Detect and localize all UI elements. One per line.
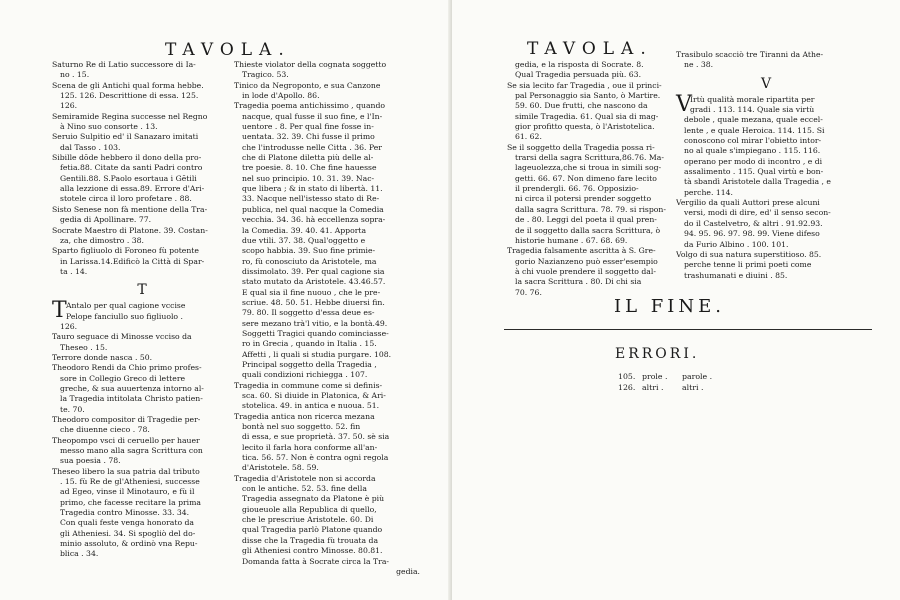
index-entry-line: publica, nel qual nacque la Comedia [242,204,384,214]
index-entry-line: Antalo per qual cagione vccise [66,301,186,311]
index-entry-line: gioueuole alla Republica di quello, [242,504,377,514]
index-entry-line: Qual Tragedia persuada più. 63. [515,70,642,80]
index-entry: Tinico da Negroponto, e sua Canzone [234,80,381,90]
index-entry-line: 70. 76. [515,287,542,297]
index-entry-line: 59. 60. Due frutti, che nascono da [515,101,648,111]
index-entry-line: che l'introdusse nelle Citta . 36. Per [242,142,382,152]
index-entry-line: ne . 38. [684,60,714,70]
index-entry: Terrore donde nasca . 50. [52,352,153,362]
index-entry-line: gorio Nazianzeno può esser'esempio [515,256,658,266]
index-entry-line: nacque, qual fusse il suo fine, e l'In- [242,111,383,121]
index-entry-line: . 15. fù Re de gl'Atheniesi, successe [60,477,200,487]
index-entry-line: no al quale s'impiegano . 115. 116. [684,146,821,156]
index-entry-line: lageuolezza,che si troua in simili sog- [515,163,662,173]
right-page [452,0,900,600]
index-block-tragedia [234,60,424,577]
index-entry-line: Soggetti Tragici quando cominciasse- [242,328,389,338]
index-entry: Theodoro compositor di Tragedie per- [52,415,201,424]
index-entry: Se sia lecito far Tragedia , oue il princi- [507,80,662,90]
index-entry-line: primo, che facesse recitare la prima [60,497,202,507]
left-page-column-2 [234,60,424,577]
index-entry-line: à chi vuole prendere il soggetto dal- [515,266,656,276]
index-entry-line: Pelope fanciullo suo figliuolo . [66,311,183,321]
right-page-column-2 [676,50,856,281]
index-entry-line: vecchia. 34. 36. hà eccellenza sopra- [242,215,386,225]
index-entry-line: quali condizioni richiegga . 107. [242,370,368,380]
index-entry-line: stotele circa il loro profetare . 88. [60,194,192,204]
index-entry-line: que libera ; & in stato di libertà. 11. [242,184,383,194]
index-entry-line: 125. 126. Descrittione di essa. 125. [60,91,199,101]
errata-wrong: prole . [642,372,668,381]
index-entry-line: de . 80. Leggi del poeta il qual pren- [515,215,657,225]
index-entry-line: getti. 66. 67. Non dimeno fare lecito [515,173,657,183]
index-entry-line: nel suo principio. 10. 31. 39. Nac- [242,173,375,183]
index-entry-line: za, che dimostro . 38. [60,235,144,245]
index-entry-line: ro, fù conosciuto da Aristotele, ma [242,256,377,266]
index-entry-line: simile Tragedia. 61. Qual sia di mag- [515,111,659,121]
index-entry-line: gli Atheniesi contro Minosse. 80.81. [242,546,383,556]
index-entry-line: trarsi della sagra Scrittura,86.76. Ma- [515,153,664,163]
index-entry-line: perche. 114. [684,187,733,197]
index-entry-line: che diuenne cieco . 78. [60,425,150,435]
index-entry-line: à Nino suo consorte . 13. [60,122,158,132]
index-entry-line: sore in Collegio Greco di lettere [60,373,186,383]
index-block-s [52,60,232,277]
index-entry-line: ni circa il potersi prender soggetto [515,194,652,204]
index-entry-line: d'Aristotele. 58. 59. [242,463,319,473]
index-entry-line: gedia di Apollinare. 77. [60,215,152,225]
left-running-head: TAVOLA. [165,40,291,60]
index-entry-line: dissimolato. 39. Per qual cagione sia [242,266,385,276]
index-entry-line: il prendergli. 66. 76. Opposizio- [515,184,639,194]
index-entry-line: te. 70. [60,404,85,414]
index-entry: Tragedia d'Aristotele non si accorda [234,473,376,483]
index-entry-line: blica . 34. [60,549,99,559]
index-entry-line: 94. 95. 96. 97. 98. 99. Viene difeso [684,229,820,239]
index-entry-line: lecito il farla hora conforme all'an- [242,442,378,452]
index-entry-line: uentata. 32. 39. Chi fusse il primo [242,132,375,142]
index-entry-line: con le antiche. 52. 53. fine della [242,484,367,494]
index-entry: Tragedia poema antichissimo , quando [234,101,386,111]
index-entry-line: sua poesia . 78. [60,456,121,466]
index-entry-line: tà sbandì Aristotele dalla Tragedia , e [684,177,831,187]
index-entry-line: Affetti , li quali si studia purgare. 108. [242,349,392,359]
index-entry-line: che di Platone diletta più delle al- [242,153,374,163]
index-entry-line: gedia, e la risposta di Socrate. 8. [515,60,644,69]
index-entry-line: lente , e quale Heroica. 114. 115. Si [684,125,825,135]
index-entry-line: do il Castelvetro, & altri . 91.92.93. [684,218,823,228]
index-entry: Tauro seguace di Minosse vcciso da [52,332,192,342]
index-entry-line: dalla sagra Scrittura. 78. 79. si rispon- [515,204,666,214]
index-entry-line: gior profitto questa, ò l'Aristotelica. [515,122,655,132]
index-block-t [52,298,232,560]
index-entry-line: dal Tasso . 103. [60,142,121,152]
index-entry-line: qual Tragedia parlò Platone quando [242,525,383,535]
index-entry-line: versi, modi di dire, ed' il senso secon- [684,208,831,218]
index-entry-line: uentore . 8. Per qual fine fosse in- [242,122,374,132]
index-entry-line: tre poesie. 8. 10. Che fine hauesse [242,163,377,173]
il-fine-heading: IL FINE. [614,296,725,317]
index-entry-line: 33. Nacque nell'istesso stato di Re- [242,194,380,204]
index-entry-line: che le prescriue Aristotele. 60. Di [242,515,374,525]
errata-row [618,383,722,394]
index-entry-line: pal Personaggio sia Santo, ò Martire. [515,91,661,101]
index-entry-line: alla lezzione di essa.89. Errore d'Ari- [60,184,205,194]
index-entry-line: ro in Grecia , quando in Italia . 15. [242,339,377,349]
index-entry-line: Theseo . 15. [60,342,108,352]
index-block-v [676,91,856,281]
index-entry: Seruio Sulpitio ed' il Sanazaro imitati [52,132,199,142]
index-entry-line: sca. 60. Si diuide in Platonica, & Ari- [242,391,386,400]
index-entry-line: gedia. [396,566,420,576]
left-page-column-1 [52,60,232,560]
index-entry-line: scopo habbia. 39. Suo fine primie- [242,246,376,256]
right-running-head: TAVOLA. [527,39,653,59]
errata-correct: parole . [682,372,713,381]
index-entry-line: due vtili. 37. 38. Qual'oggetto e [242,235,366,245]
index-entry-line: Principal soggetto della Tragedia , [242,359,377,369]
index-entry-line: debole , quale mezana, quale eccel- [684,115,823,125]
index-entry-line: historie humane . 67. 68. 69. [515,235,628,245]
index-entry: Socrate Maestro di Platone. 39. Costan- [52,225,208,235]
index-entry: Theodoro Rendi da Chio primo profes- [52,363,202,373]
index-entry: Trasibulo scacciò tre Tiranni da Athe- [676,50,824,59]
index-entry: Sparto figliuolo di Foroneo fù potente [52,246,199,256]
errata-correct: altri . [682,382,704,392]
index-entry-line: bontà nel suo soggetto. 52. fin [242,422,361,432]
index-entry-line: la Tragedia intitolata Christo patien- [60,394,203,404]
index-entry-line: conoscono col mirar l'obietto intor- [684,136,822,146]
index-block-tragedia-cont [507,60,677,298]
index-entry-line: Tragedia assegnato da Platone è più [242,494,385,504]
index-entry-line: da Furio Albino . 100. 101. [684,239,789,249]
index-entry-line: in lode d'Apollo. 86. [242,91,320,101]
index-entry: Semiramide Regina successe nel Regno [52,111,208,121]
index-entry-line: Tragico. 53. [242,70,289,80]
index-entry: Tragedia in commune come si definis- [234,380,383,390]
index-entry: Vergilio da quali Auttori prese alcuni [676,198,820,208]
index-entry-line: Irtù qualità morale ripartita per [690,94,815,104]
index-entry: Saturno Re di Latio successore di Ia- [52,60,196,69]
index-entry-line: perche tenne li primi poeti come [684,260,812,270]
index-entry-line: scriue. 48. 50. 51. Hebbe diuersi fin. [242,297,385,307]
errata-wrong: altri . [642,382,664,392]
index-entry: Thieste violator della cognata soggetto [234,60,387,69]
errata-page: 126. [618,382,636,392]
index-entry-line: in Larissa.14.Edificò la Città di Spar- [60,256,205,266]
errori-heading: ERRORI. [615,346,700,362]
index-entry-line: no . 15. [60,70,90,80]
horizontal-rule [504,329,872,330]
index-block-trasibulo [676,50,856,71]
index-entry-line: messo mano alla sagra Scrittura con [60,446,203,456]
index-entry: Scena de gli Antichi qual forma hebbe. [52,80,204,90]
drop-cap-v: V [676,91,692,117]
drop-cap-t: T [52,298,67,324]
index-entry-line: stato mutato da Aristotele. 43.46.57. [242,277,386,287]
index-entry-line: 126. [60,101,78,111]
index-entry-line: assalimento . 115. Qual virtù e bon- [684,167,824,177]
index-entry: Se il soggetto della Tragedia possa ri- [507,142,655,152]
index-entry-line: sere mezano trà'l vitio, e la bontà.49. [242,318,388,328]
errata-list [618,372,722,393]
index-entry: Theseo libero la sua patria dal tributo [52,466,200,476]
index-entry-line: minio assoluto, & ordinò vna Repu- [60,539,198,549]
index-entry: Theopompo vsci di ceruello per hauer [52,435,200,445]
index-entry: Tragedia falsamente ascritta à S. Gre- [507,246,656,256]
index-entry-line: Tragedia contro Minosse. 33. 34. [60,508,190,518]
index-entry-line: stotelica. 49. in antica e nuoua. 51. [242,401,380,411]
index-entry: Sibille dōde hebbero il dono della pro- [52,153,202,163]
errata-page: 105. [618,372,636,381]
section-letter-v: V [760,75,772,92]
index-entry-line: Con quali feste venga honorato da [60,518,195,528]
right-page-column-1 [507,60,677,298]
index-entry-line: Domanda fatta à Socrate circa la Tra- [242,556,390,566]
index-entry: Volgo di sua natura superstitioso. 85. [676,249,822,259]
index-entry-line: Gentili.88. S.Paolo esortaua i Gētili [60,173,197,183]
index-entry-line: la sacra Scrittura . 80. Di chi sia [515,277,642,287]
index-entry-line: trashumanati e diuini . 85. [684,270,788,280]
index-entry-line: 126. [60,321,78,331]
index-entry-line: disse che la Tragedia fù trouata da [242,535,379,545]
index-entry-line: greche, & sua auuertenza intorno al- [60,383,204,393]
index-entry-line: di essa, e sue proprietà. 37. 50. sè sia [242,432,390,442]
index-entry-line: fetia.88. Citate da santi Padri contro [60,163,203,173]
index-entry-line: ad Egeo, vinse il Minotauro, e fù il [60,487,195,497]
index-entry-line: ta . 14. [60,266,88,276]
errata-row [618,372,722,383]
index-entry-line: gli Atheniesi. 34. Si spogliò del do- [60,528,196,538]
index-entry-line: gradi . 113. 114. Quale sia virtù [690,105,815,115]
section-letter-t: T [137,282,147,299]
index-entry-line: de il soggetto dalla sacra Scrittura, ò [515,225,661,235]
index-entry-line: 61. 62. [515,132,542,142]
index-entry: Sisto Senese non fà mentione della Tra- [52,204,208,214]
index-entry-line: E qual sia il fine nuouo , che le pre- [242,287,381,297]
index-entry-line: la Comedia. 39. 40. 41. Apporta [242,225,367,235]
index-entry-line: operano per modo di incontro , e di [684,156,823,166]
index-entry-line: tica. 56. 57. Non è contra ogni regola [242,453,389,463]
index-entry-line: 79. 80. Il soggetto d'essa deue es- [242,308,375,318]
index-entry: Tragedia antica non ricerca mezana [234,411,375,421]
